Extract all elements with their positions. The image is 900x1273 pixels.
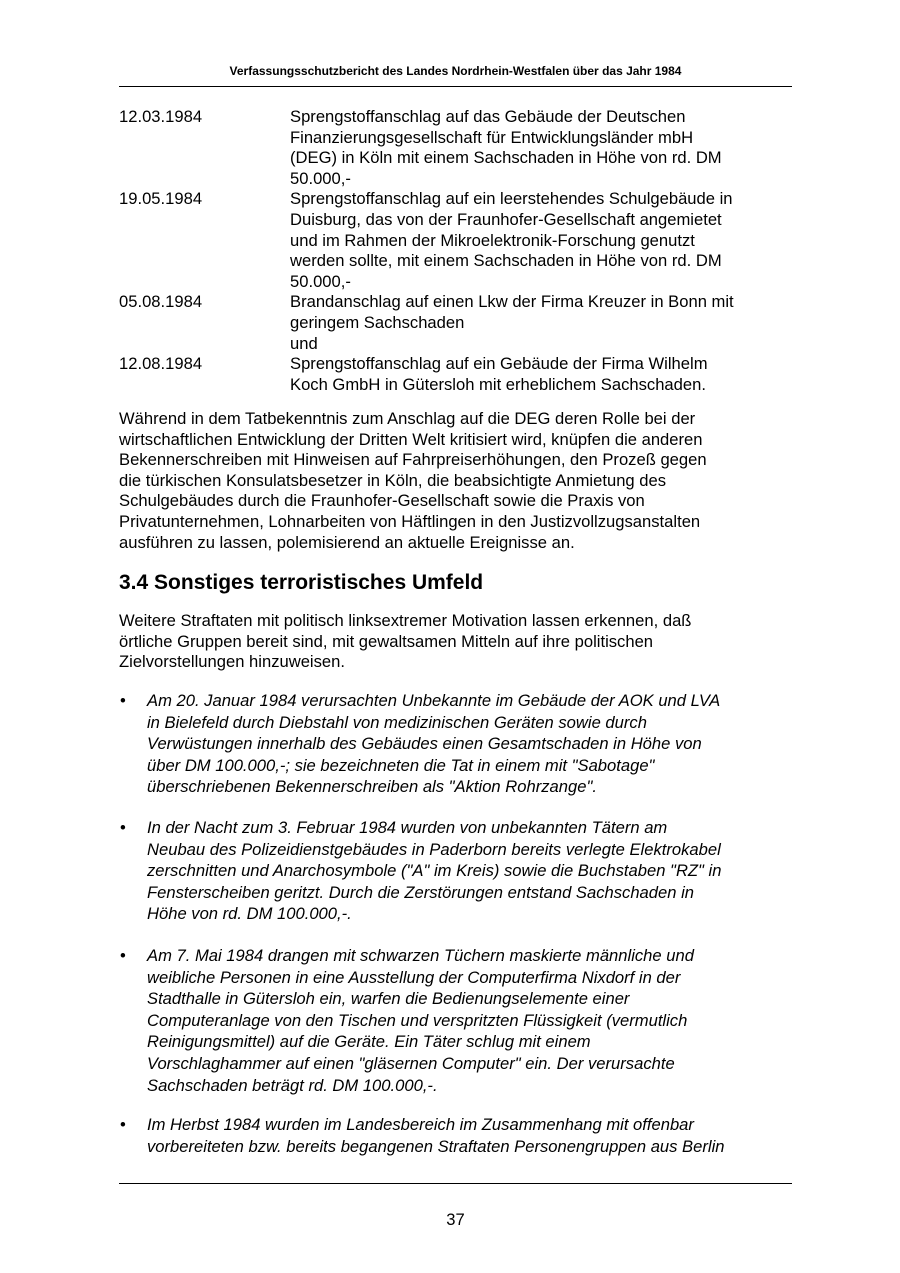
body-paragraph-1: Während in dem Tatbekenntnis zum Anschlag auf die DEG deren Rolle bei der wirtschaftlichen Entwicklung der Dritten Welt kritisiert wird, knüpfen die anderen Bekennerschreiben mit Hinweisen auf Fahrpreiserhöhungen, den Prozeß gegen die türkischen Konsulatsbesetzer in Köln, die beabsichtigte Anmietung des Schulgebäudes durch die Fraunhofer-Gesellschaft sowie die Praxis von Privatunternehmen, Lohnarbeiten von Häftlingen in den Justizvollzugsanstalten ausführen zu lassen, polemisierend an aktuelle Ereignisse an. xyxy=(119,409,707,552)
bullet-marker: • xyxy=(120,946,126,965)
bullet-marker: • xyxy=(120,1115,126,1134)
section-heading: 3.4 Sonstiges terroristisches Umfeld xyxy=(119,571,484,594)
list-item xyxy=(119,1114,792,1157)
body-paragraph-2: Weitere Straftaten mit politisch linksextremer Motivation lassen erkennen, daß örtliche Gruppen bereit sind, mit gewaltsamen Mitteln auf ihre politischen Zielvorstellungen hinzuweisen. xyxy=(119,611,692,672)
header-rule xyxy=(119,86,792,87)
event-date: 12.03.1984 xyxy=(119,107,203,126)
list-item-text: Am 20. Januar 1984 verursachten Unbekannte im Gebäude der AOK und LVA in Bielefeld durch Diebstahl von medizinischen Geräten sowie durch Verwüstungen innerhalb des Gebäudes einen Gesamtschaden in Höhe von über DM 100.000,-; sie bezeichneten die Tat in einem mit "Sabotage" überschriebenen Bekennerschreiben als "Aktion Rohrzange". xyxy=(147,691,721,797)
list-item xyxy=(119,945,792,1096)
event-row xyxy=(119,292,792,354)
event-description: Sprengstoffanschlag auf ein leerstehendes Schulgebäude in Duisburg, das von der Fraunhofer-Gesellschaft angemietet und im Rahmen der Mikroelektronik-Forschung genutzt werden sollte, mit einem Sachschaden in Höhe von rd. DM 50.000,- xyxy=(290,189,733,291)
list-item xyxy=(119,690,792,798)
running-header: Verfassungsschutzbericht des Landes Nordrhein-Westfalen über das Jahr 1984 xyxy=(229,64,682,78)
footer-rule xyxy=(119,1183,792,1184)
event-list xyxy=(119,107,792,395)
event-row xyxy=(119,189,792,292)
event-date: 19.05.1984 xyxy=(119,189,203,209)
bullet-marker: • xyxy=(120,691,126,710)
list-item xyxy=(119,817,792,925)
event-row xyxy=(119,354,792,395)
event-date: 12.08.1984 xyxy=(119,354,203,374)
event-date: 05.08.1984 xyxy=(119,292,203,312)
list-item-text: Im Herbst 1984 wurden im Landesbereich im Zusammenhang mit offenbar vorbereiteten bzw. bereits begangenen Straftaten Personengruppen aus Berlin xyxy=(147,1115,725,1156)
bullet-marker: • xyxy=(120,818,126,837)
event-description: Sprengstoffanschlag auf ein Gebäude der Firma Wilhelm Koch GmbH in Gütersloh mit erheblichem Sachschaden. xyxy=(290,354,708,394)
event-description: Brandanschlag auf einen Lkw der Firma Kreuzer in Bonn mit geringem Sachschaden und xyxy=(290,292,734,353)
event-row xyxy=(119,107,792,189)
event-description: Sprengstoffanschlag auf das Gebäude der Deutschen Finanzierungsgesellschaft für Entwicklungsländer mbH (DEG) in Köln mit einem Sachschaden in Höhe von rd. DM 50.000,- xyxy=(290,107,722,188)
list-item-text: In der Nacht zum 3. Februar 1984 wurden von unbekannten Tätern am Neubau des Polizeidienstgebäudes in Paderborn bereits verlegte Elektrokabel zerschnitten und Anarchosymbole ("A" im Kreis) sowie die Buchstaben "RZ" in Fensterscheiben geritzt. Durch die Zerstörungen entstand Sachschaden in Höhe von rd. DM 100.000,-. xyxy=(147,818,722,924)
page-number: 37 xyxy=(446,1210,465,1229)
list-item-text: Am 7. Mai 1984 drangen mit schwarzen Tüchern maskierte männliche und weibliche Personen in eine Ausstellung der Computerfirma Nixdorf in der Stadthalle in Gütersloh ein, warfen die Bedienungselemente einer Computeranlage von den Tischen und verspritzten Flüssigkeit (vermutlich Reinigungsmittel) auf die Geräte. Ein Täter schlug mit einem Vorschlaghammer auf einen "gläsernen Computer" ein. Der verursachte Sachschaden beträgt rd. DM 100.000,-. xyxy=(147,946,694,1095)
